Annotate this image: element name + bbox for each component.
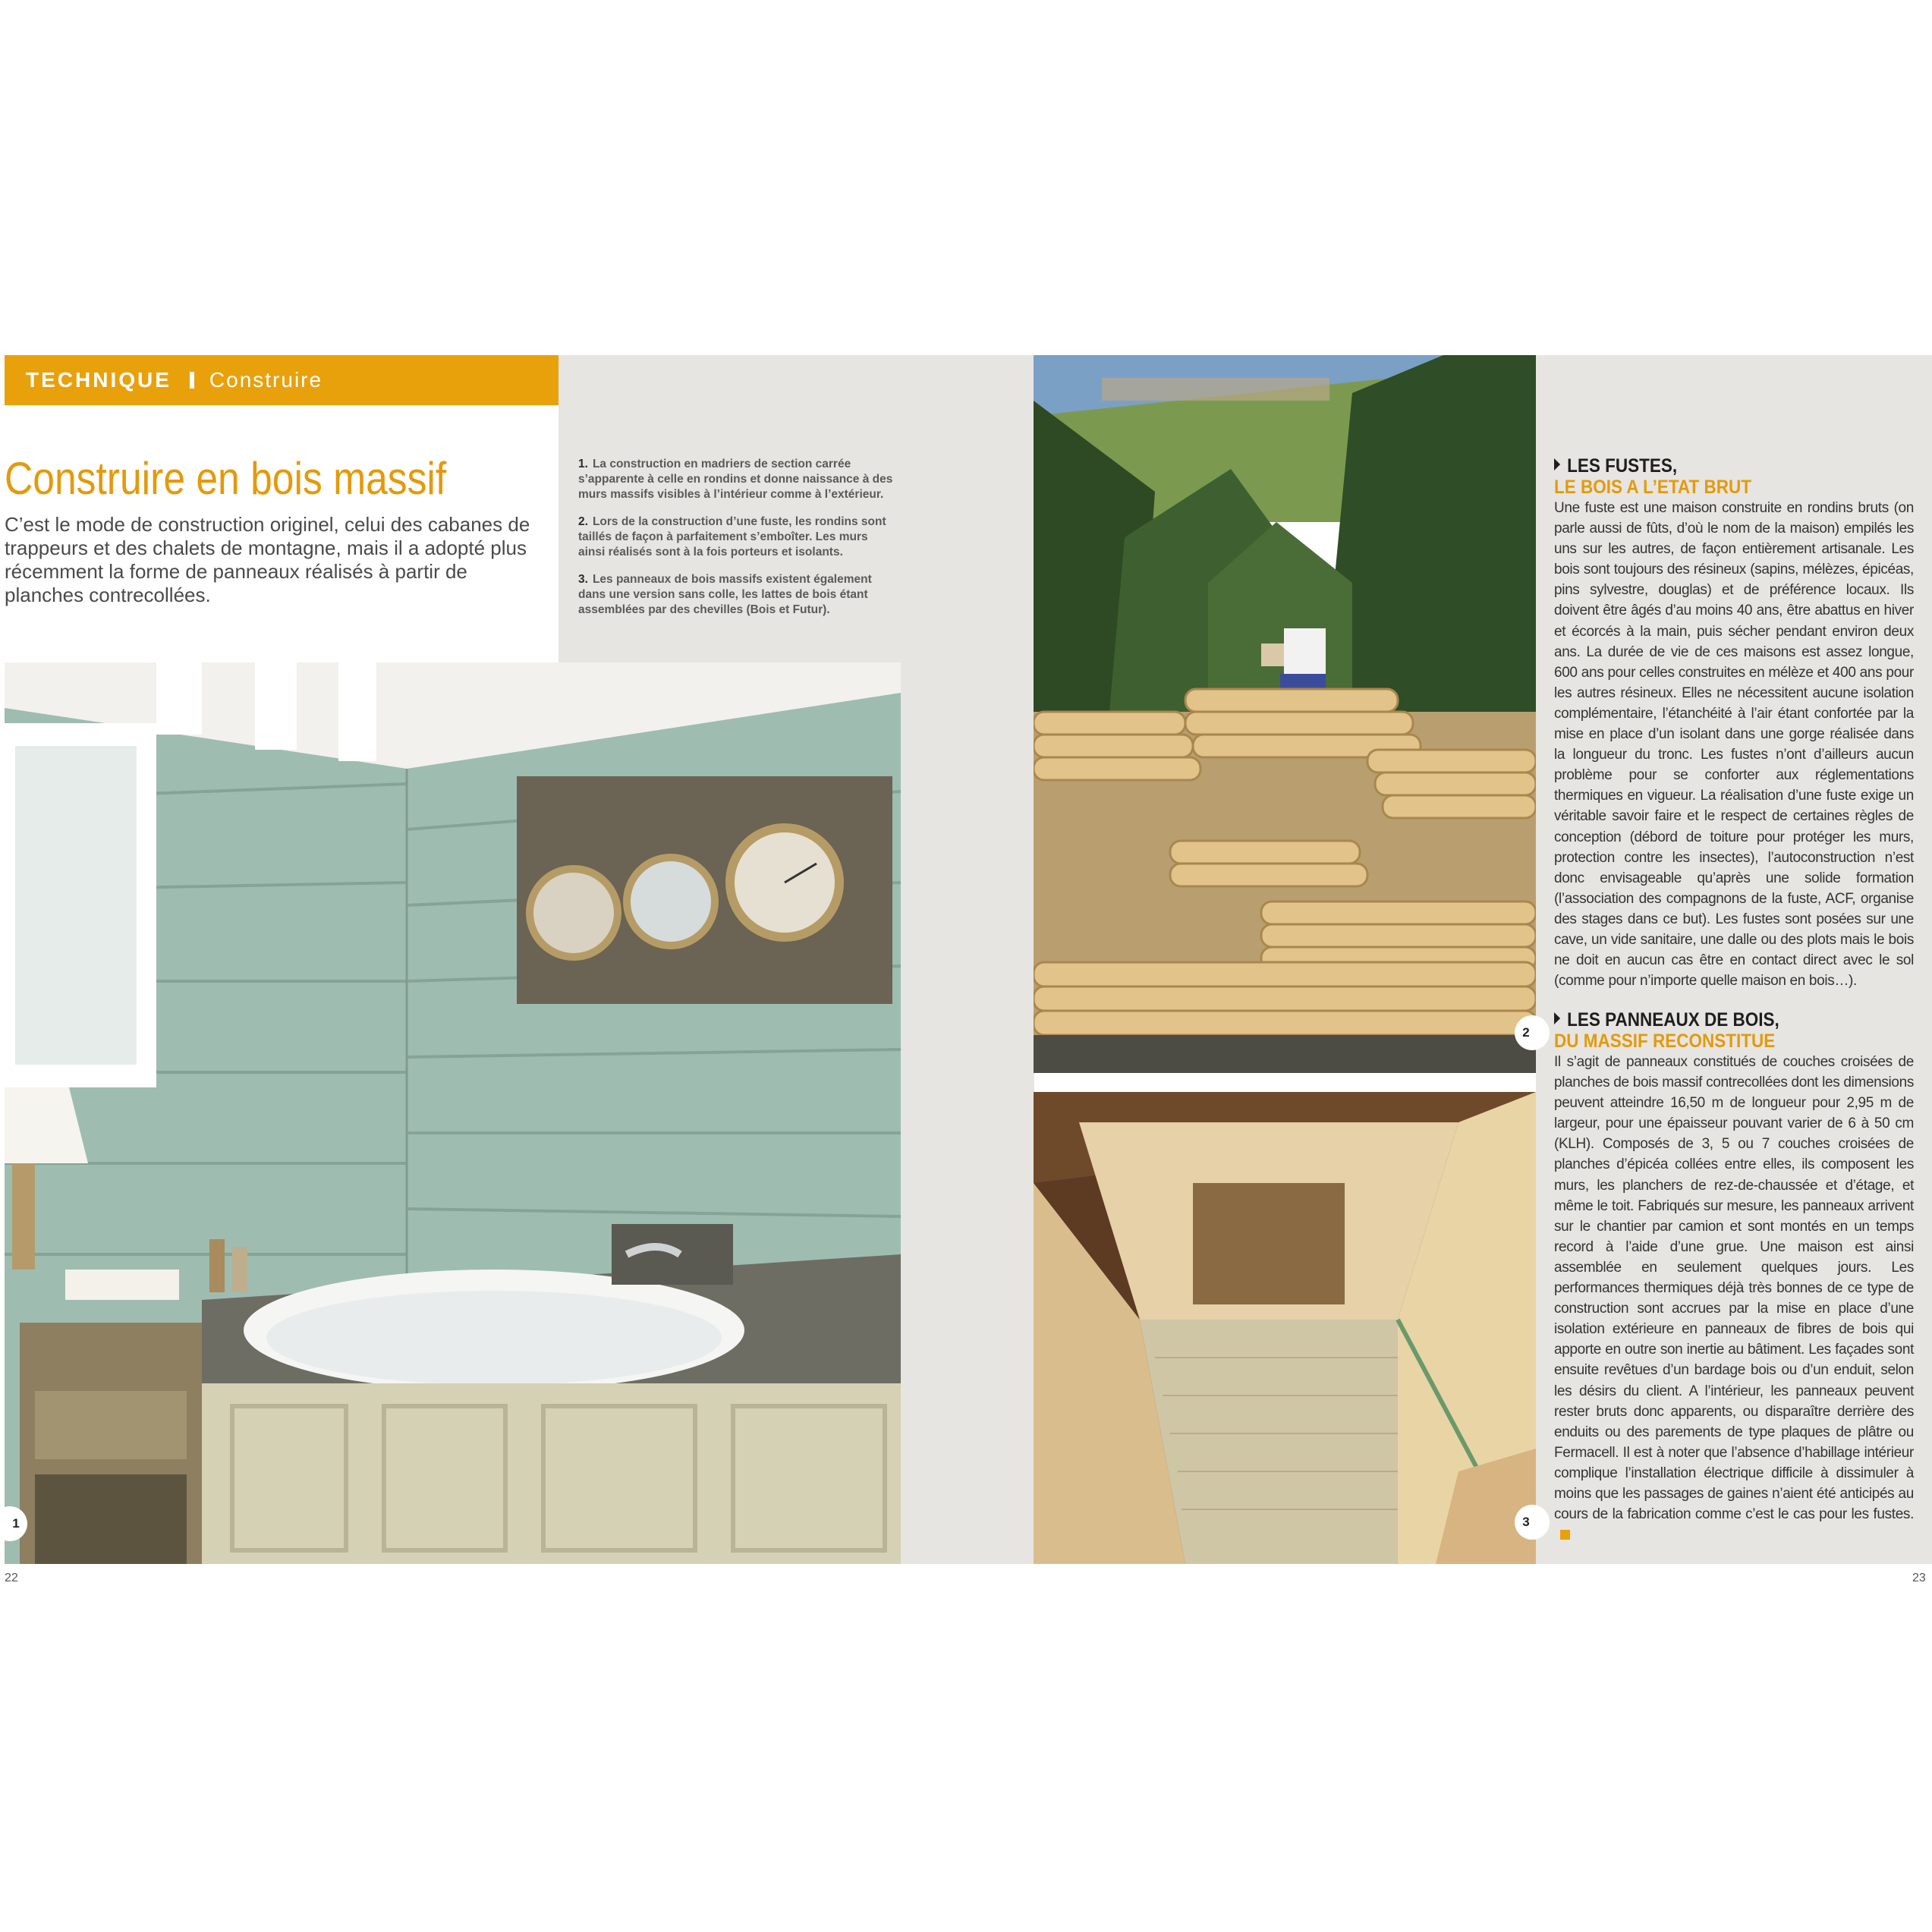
article-title: Construire en bois massif [5, 453, 447, 504]
caption-text: La construction en madriers de section carrée s’apparente à celle en rondins et donne naissance à des murs massifs visibles à l’intérieur comme à l’extérieur. [578, 458, 893, 501]
section-heading [1554, 455, 1878, 477]
caption-text: Lors de la construction d’une fuste, les rondins sont taillés de façon à parfaitement s’emboîter. Les murs ainsi réalisés sont à la fois porteurs et isolants. [578, 515, 886, 559]
subsection-label: Construire [209, 368, 323, 392]
photo-number: 3 [1522, 1515, 1530, 1529]
article-intro: C’est le mode de construction originel, celui des cabanes de trappeurs et des chalets de montagne, mais il a adopté plus récemment la forme de panneaux réalisés à partir de planches contrecollées. [5, 513, 530, 606]
caption-2 [578, 514, 897, 560]
triangle-bullet-icon [1554, 1012, 1560, 1024]
captions-block [578, 457, 897, 630]
caption-number: 3. [578, 573, 588, 586]
page-number-left: 22 [5, 1572, 18, 1584]
section-header-band [5, 355, 559, 405]
photo-number: 2 [1522, 1025, 1530, 1040]
section-subheading: DU MASSIF RECONSTITUE [1554, 1031, 1776, 1052]
photo-bathroom [5, 662, 901, 1564]
section-body-text: Il s’agit de panneaux constitués de couches croisées de planches de bois massif contrecollées dont les dimensions peuvent atteindre 16,50 m de longueur pour 2,95 m de largeur, pour une épaisseur pouvant varier de 6 à 50 cm (KLH). Composés de 3, 5 ou 7 couches croisées de planches d’épicéa collées entre elles, ils composent les murs, les planchers de rez-de-chaussée et d’étage, et même le toit. Fabriqués sur mesure, les panneaux arrivent sur le chantier par camion et sont montés en un temps record à l’aide d’une grue. Une maison est ainsi assemblée en seulement quelques jours. Les performances thermiques déjà très bonnes de ce type de construction sont accrues par la mise en place d’une isolation extérieure en panneaux de fibres de bois qui apporte en outre son inertie au bâtiment. Les façades sont ensuite revêtues d’un bardage bois ou d’un enduit, selon les désirs du client. A l’intérieur, les panneaux peuvent rester bruts donc apparents, ou disparaître derrière des enduits ou des parements de type plaques de plâtre ou Fermacell. Il est à noter que l’absence d’habillage intérieur complique l’installation électrique difficile à dissimuler à moins que les passages de gaines n’aient été anticipés au cours de la fabrication comme c’est le cas pour les fustes. [1554, 1054, 1914, 1523]
section-subheading: LE BOIS A L’ETAT BRUT [1554, 477, 1752, 498]
section-panneaux [1554, 1009, 1914, 1545]
section-fustes [1554, 455, 1914, 991]
photo-number-badge [1515, 1505, 1550, 1540]
section-label: TECHNIQUE [26, 368, 171, 392]
photo-number: 1 [12, 1516, 20, 1531]
triangle-bullet-icon [1554, 458, 1560, 470]
photo-clt-panels [1034, 1092, 1536, 1564]
photo-number-badge [1515, 1015, 1550, 1050]
section-heading-line1: LES PANNEAUX DE BOIS, [1567, 1009, 1779, 1031]
photo-log-construction [1034, 355, 1536, 1073]
page-number-right: 23 [1912, 1572, 1926, 1584]
section-body: Une fuste est une maison construite en rondins bruts (on parle aussi de fûts, d’où le nom de la maison) empilés les uns sur les autres, de façon entièrement artisanale. Les bois sont toujours des résineux (sapins, mélèzes, épicéas, pins sylvestre, douglas) et de préférence locaux. Ils doivent être âgés d’au moins 40 ans, être abattus en hiver et écorcés à la main, puis sécher pendant environ deux ans. La durée de vie de ces maisons est assez longue, 600 ans pour celles construites en mélèze et 400 ans pour les autres résineux. Elles ne nécessitent aucune isolation complémentaire, l’étanchéité à l’air étant confortée par la mise en place d’un isolant dans une gorge réalisée dans la longueur du tronc. Les fustes n’ont d’ailleurs aucun problème pour se conforter aux réglementations thermiques en vigueur. La réalisation d’une fuste exige un véritable savoir faire et le respect de certaines règles de conception (débord de toiture pour protéger les murs, protection contre les insectes), l’autoconstruction n’est donc envisageable qu’après une solide formation (l’association des compagnons de la fuste, ACF, organise des stages dans ce but). Les fustes sont posées sur une cave, un vide sanitaire, une dalle ou des plots mais le bois ne doit en aucun cas être en contact direct avec le sol (comme pour n’importe quelle maison en bois…). [1554, 500, 1914, 990]
header-separator [190, 372, 194, 389]
caption-3 [578, 572, 897, 618]
caption-1 [578, 457, 897, 502]
section-heading-line1: LES FUSTES, [1567, 455, 1678, 477]
end-mark-icon [1560, 1530, 1570, 1540]
caption-number: 2. [578, 515, 588, 528]
caption-text: Les panneaux de bois massifs existent également dans une version sans colle, les lattes de bois étant assemblées par des chevilles (Bois et Futur). [578, 573, 872, 616]
caption-number: 1. [578, 458, 588, 470]
section-body [1554, 1052, 1914, 1545]
section-heading [1554, 1009, 1878, 1031]
